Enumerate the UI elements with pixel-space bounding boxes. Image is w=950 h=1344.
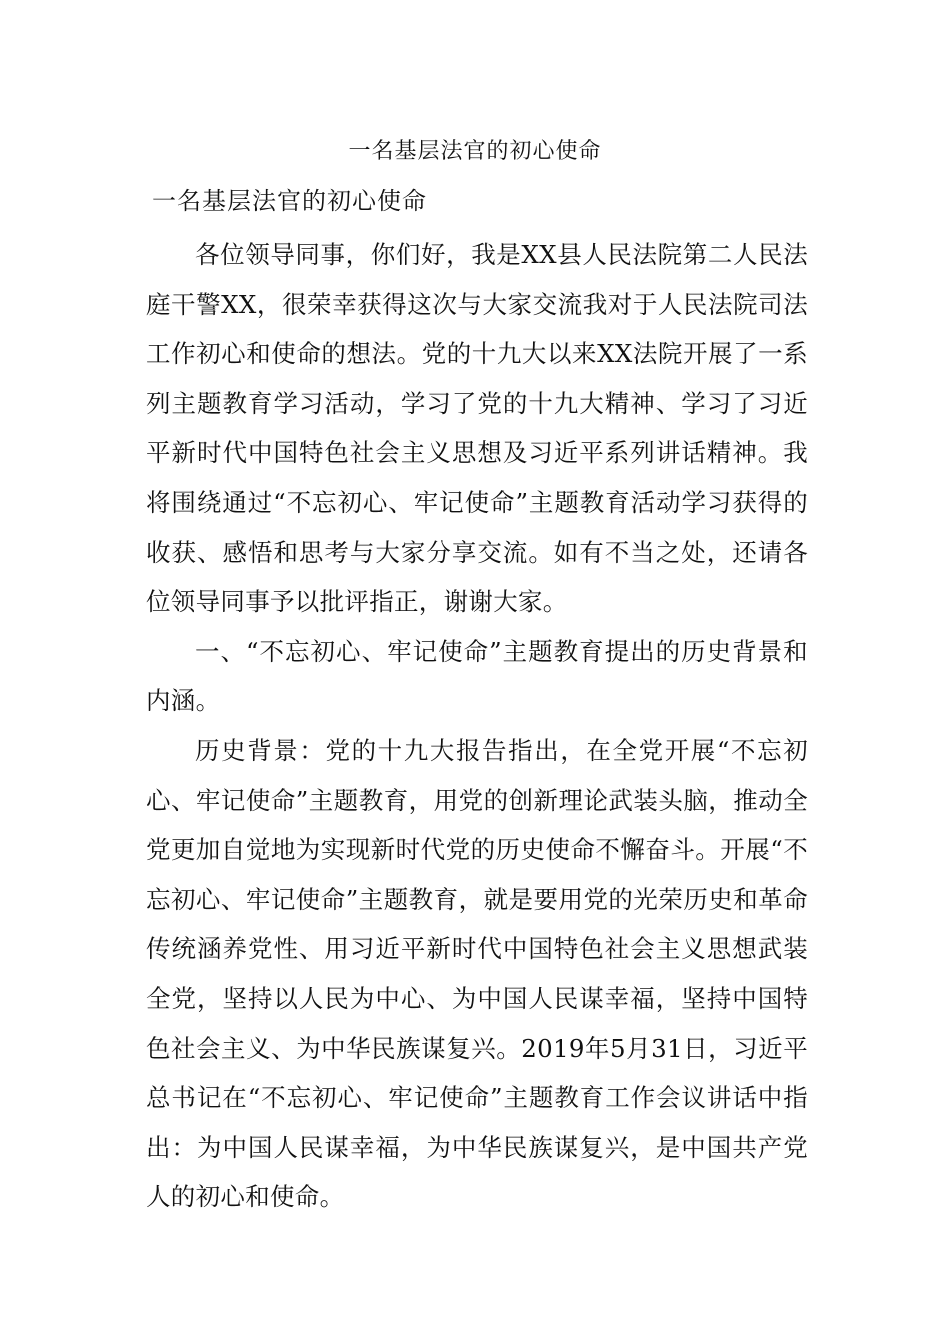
document-body [146, 230, 808, 1222]
paragraph-section-heading: 一、“不忘初心、牢记使命”主题教育提出的历史背景和内涵。 [146, 636, 808, 716]
document-subtitle: 一名基层法官的初心使命 [152, 187, 427, 215]
paragraph-intro: 各位领导同事，你们好，我是XX县人民法院第二人民法庭干警XX，很荣幸获得这次与大家交流我对于人民法院司法工作初心和使命的想法。党的十九大以来XX法院开展了一系列主题教育学习活动，学习了党的十九大精神、学习了习近平新时代中国特色社会主义思想及习近平系列讲话精神。我将围绕通过“不忘初心、牢记使命”主题教育活动学习获得的收获、感悟和思考与大家分享交流。如有不当之处，还请各位领导同事予以批评指正，谢谢大家。 [146, 240, 808, 617]
paragraph-history: 历史背景：党的十九大报告指出，在全党开展“不忘初心、牢记使命”主题教育，用党的创新理论武装头脑，推动全党更加自觉地为实现新时代党的历史使命不懈奋斗。开展“不忘初心、牢记使命”主题教育，就是要用党的光荣历史和革命传统涵养党性、用习近平新时代中国特色社会主义思想武装全党，坚持以人民为中心、为中国人民谋幸福，坚持中国特色社会主义、为中华民族谋复兴。2019年5月31日，习近平总书记在“不忘初心、牢记使命”主题教育工作会议讲话中指出：为中国人民谋幸福，为中华民族谋复兴，是中国共产党人的初心和使命。 [146, 735, 808, 1212]
document-title: 一名基层法官的初心使命 [348, 139, 602, 164]
